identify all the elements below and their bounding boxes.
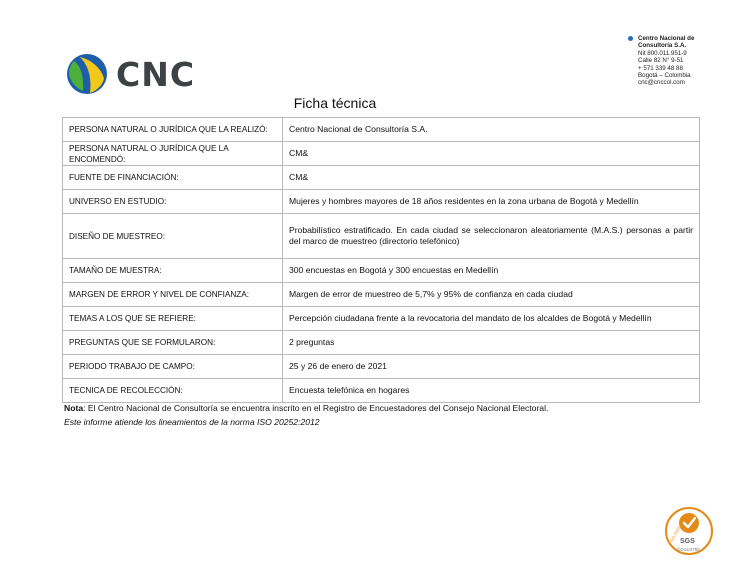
footnote-label: Nota <box>64 403 84 413</box>
table-row <box>63 214 700 259</box>
table-row <box>63 118 700 142</box>
table-row <box>63 355 700 379</box>
row-label: PERSONA NATURAL O JURÍDICA QUE LA ENCOMENDÓ: <box>63 142 283 166</box>
row-value: 25 y 26 de enero de 2021 <box>283 355 700 379</box>
table-row <box>63 259 700 283</box>
ficha-tecnica-table <box>62 117 700 403</box>
company-name-line2: Consultoría S.A. <box>638 42 687 50</box>
row-value: Probabilístico estratificado. En cada ciudad se seleccionaron aleatoriamente (M.A.S.) personas a partir del marco de muestreo (directorio telefónico) <box>283 214 700 259</box>
table-row <box>63 166 700 190</box>
page-title: Ficha técnica <box>293 95 377 111</box>
footnote-text: : El Centro Nacional de Consultoría se encuentra inscrito en el Registro de Encuestadores del Consejo Nacional Electoral. <box>83 403 549 413</box>
row-value: Centro Nacional de Consultoría S.A. <box>283 118 700 142</box>
contact-email[interactable]: cnc@cnccol.com <box>638 79 685 87</box>
footnote <box>64 403 548 413</box>
contact-block <box>638 35 694 87</box>
row-value: CM& <box>283 142 700 166</box>
row-label: FUENTE DE FINANCIACIÓN: <box>63 166 283 190</box>
contact-nit: Nit 800.011.951-9 <box>638 49 687 57</box>
row-value: Margen de error de muestreo de 5,7% y 95% de confianza en cada ciudad <box>283 283 700 307</box>
table-row <box>63 142 700 166</box>
row-value: 2 preguntas <box>283 331 700 355</box>
iso-statement: Este informe atiende los lineamientos de la norma ISO 20252:2012 <box>64 417 320 427</box>
row-value: Mujeres y hombres mayores de 18 años residentes en la zona urbana de Bogotá y Medellín <box>283 190 700 214</box>
contact-address: Calle 82 N° 9-51 <box>638 57 684 65</box>
cnc-logo <box>66 53 195 95</box>
sgs-label: SGS <box>680 538 695 545</box>
table-row <box>63 331 700 355</box>
table-row <box>63 283 700 307</box>
row-value: 300 encuestas en Bogotá y 300 encuestas en Medellín <box>283 259 700 283</box>
table-row <box>63 379 700 403</box>
location-dot-icon <box>628 36 633 41</box>
logo-text: CNC <box>116 54 196 94</box>
contact-phone: + 571 339 48 88 <box>638 64 683 72</box>
contact-city: Bogotá – Colombia <box>638 72 691 80</box>
row-label: MARGEN DE ERROR Y NIVEL DE CONFIANZA: <box>63 283 283 307</box>
cnc-logo-mark-icon <box>66 53 108 95</box>
row-label: PERIODO TRABAJO DE CAMPO: <box>63 355 283 379</box>
table-row <box>63 307 700 331</box>
row-label: TAMAÑO DE MUESTRA: <box>63 259 283 283</box>
sgs-cert-text: ISO 20252 <box>668 523 683 544</box>
table-row <box>63 190 700 214</box>
row-label: PERSONA NATURAL O JURÍDICA QUE LA REALIZÓ: <box>63 118 283 142</box>
row-label: DISEÑO DE MUESTREO: <box>63 214 283 259</box>
row-label: PREGUNTAS QUE SE FORMULARON: <box>63 331 283 355</box>
company-name-line1: Centro Nacional de <box>638 35 695 42</box>
row-label: TECNICA DE RECOLECCIÓN: <box>63 379 283 403</box>
row-value: CM& <box>283 166 700 190</box>
row-label: TEMAS A LOS QUE SE REFIERE: <box>63 307 283 331</box>
row-label: UNIVERSO EN ESTUDIO: <box>63 190 283 214</box>
row-value: Encuesta telefónica en hogares <box>283 379 700 403</box>
row-value: Percepción ciudadana frente a la revocatoria del mandato de los alcaldes de Bogotá y Medellín <box>283 307 700 331</box>
sgs-code: CO11/4782 <box>677 547 700 552</box>
